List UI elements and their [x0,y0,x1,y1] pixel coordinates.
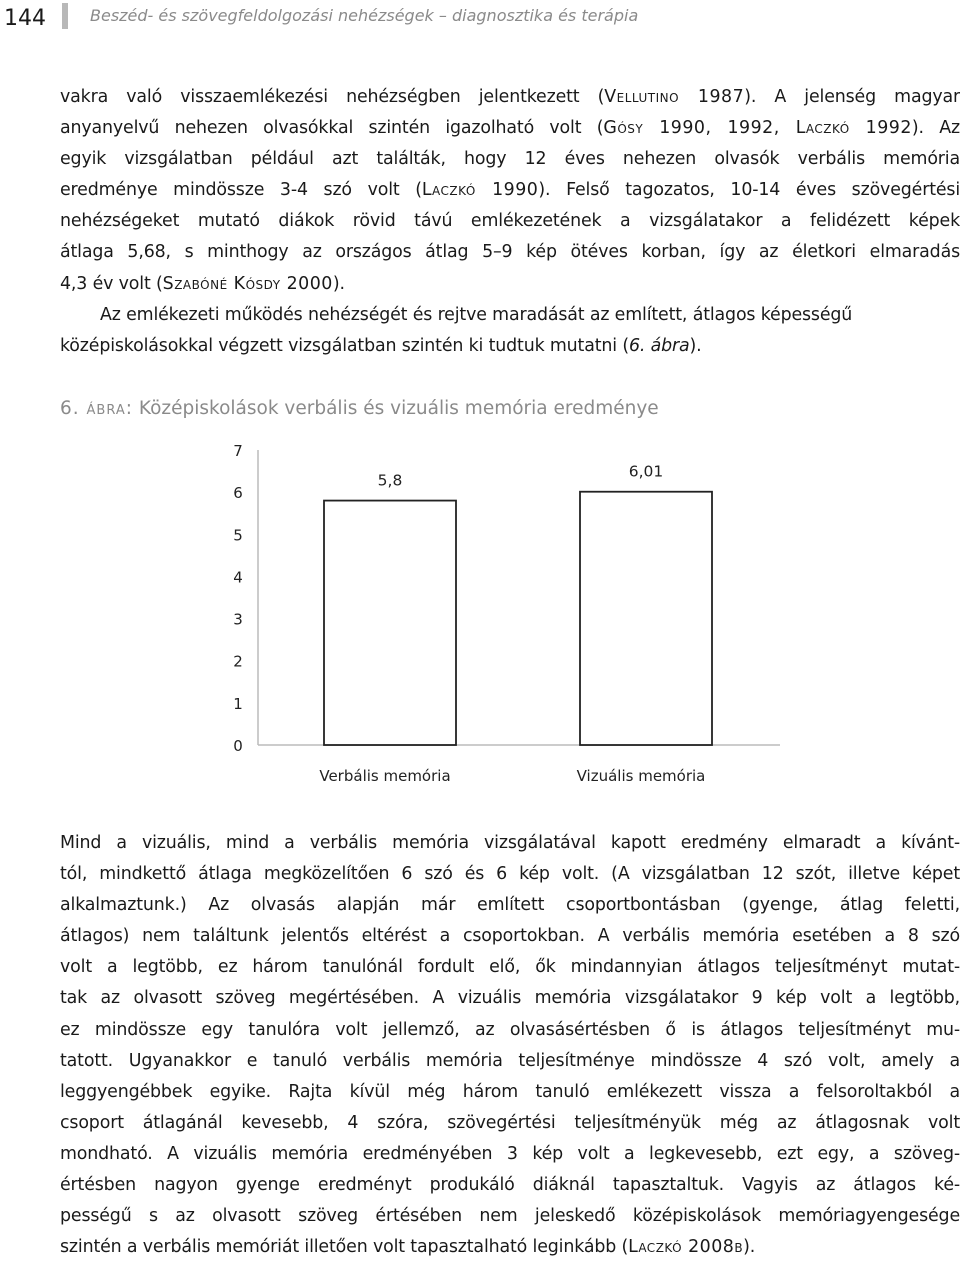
text-line: Mind a vizuális, mind a verbális memória vizsgálatával kapott eredmény elmaradt a kívánt- [60,833,960,853]
text-line: volt a legtöbb, ez három tanulónál fordult elő, ők mindannyian átlagos teljesítményt mutat- [60,957,960,978]
x-category-label: Vizuális memória [576,767,706,785]
text-line: csoport átlagánál kevesebb, 4 szóra, szövegértési teljesítményük még az átlagosnak volt [60,1112,960,1133]
y-tick-label: 0 [233,737,243,755]
text-line: átlagos) nem találtunk jelentős eltérést a csoportokban. A verbális memória esetében a 8 szó [60,926,960,947]
citation: Laczkó 2008b [628,1237,744,1258]
citation: Gósy 1990, 1992, Laczkó 1992 [603,118,912,139]
running-head-title: Beszéd- és szövegfeldolgozási nehézségek – diagnosztika és terápia [90,6,639,25]
text-line: pességű s az olvasott szöveg értésében nem jeleskedő középiskolások memóriagyengesége [60,1206,960,1227]
text-line: nehézségeket mutató diákok rövid távú emlékezetének a vizsgálatakor a felidézett képek [60,211,960,232]
text-line: leggyengébbek egyike. Rajta kívül még három tanuló emlékezett vissza a felsoroltakból a [60,1081,960,1102]
data-label: 6,01 [628,462,664,481]
figure-title: Középiskolások verbális és vizuális memória eredménye [138,398,659,419]
citation: Szabóné Kósdy 2000 [162,273,333,294]
y-tick-label: 7 [233,442,243,460]
y-tick-label: 3 [233,610,243,629]
y-tick-label: 1 [233,694,243,713]
y-tick-label: 2 [233,652,243,671]
text-line: értésben nagyon gyenge eredményt produkáló diáknál tapasztaltuk. Vagyis az átlagos ké- [60,1175,960,1196]
figure-number: 6. ábra: [60,398,133,419]
text-line: mondható. A vizuális memória eredményében 3 kép volt a legkevesebb, ezt egy, a szöveg- [60,1143,960,1164]
x-category-label: Verbális memória [319,767,451,785]
bar [324,501,456,745]
text-line: átlaga 5,68, s minthogy az országos átlag 5–9 kép ötéves korban, így az életkori elmaradás [60,242,960,263]
text-line: szintén a verbális memóriát illetően volt tapasztalható leginkább (Laczkó 2008b). [60,1237,756,1258]
text-line: vakra való visszaemlékezési nehézségben jelentkezett (Vellutino 1987). A jelenség magyar [60,87,960,107]
citation: Vellutino 1987 [604,87,745,107]
y-tick-label: 5 [233,526,243,545]
text-line: tatott. Ugyanakkor e tanuló verbális memória teljesítménye mindössze 4 szó volt, amely a [60,1050,960,1071]
y-tick-label: 4 [233,568,243,587]
paragraph-3 [60,828,960,1263]
data-label: 5,8 [377,471,403,490]
text-line: egyik vizsgálatban például azt találták, hogy 12 éves nehezen olvasók verbális memória [60,149,960,170]
text-line: középiskolásokkal végzett vizsgálatban szintén ki tudtuk mutatni (6. ábra). [60,336,702,357]
text-line: tak az olvasott szöveg megértésében. A vizuális memória vizsgálatakor 9 kép volt a legtöbb, [60,988,960,1009]
text-line: Az emlékezeti működés nehézségét és rejtve maradását az említett, átlagos képességű [100,305,853,325]
text-line: tól, mindkettő átlaga megközelítően 6 szó és 6 kép volt. (A vizsgálatban 12 szót, illetve képet [60,864,960,885]
page-number: 144 [4,6,46,31]
text-line: ez mindössze egy tanulóra volt jellemző, az olvasásértésben ő is átlagos teljesítményt mu- [60,1019,960,1040]
text-line: 4,3 év volt (Szabóné Kósdy 2000). [60,273,345,294]
text-line: alkalmaztunk.) Az olvasás alapján már említett csoportbontásban (gyenge, átlag feletti, [60,895,960,916]
bar [580,492,712,745]
text-line: anyanyelvű nehezen olvasókkal szintén igazolható volt (Gósy 1990, 1992, Laczkó 1992). Az [60,118,960,139]
citation: Laczkó 1990 [421,180,539,201]
text-line: eredménye mindössze 3-4 szó volt (Laczkó 1990). Felső tagozatos, 10-14 éves szövegértési [60,180,960,201]
figure-reference: 6. ábra [628,336,690,357]
chart-plot-area [233,442,780,785]
y-tick-label: 6 [233,484,243,503]
